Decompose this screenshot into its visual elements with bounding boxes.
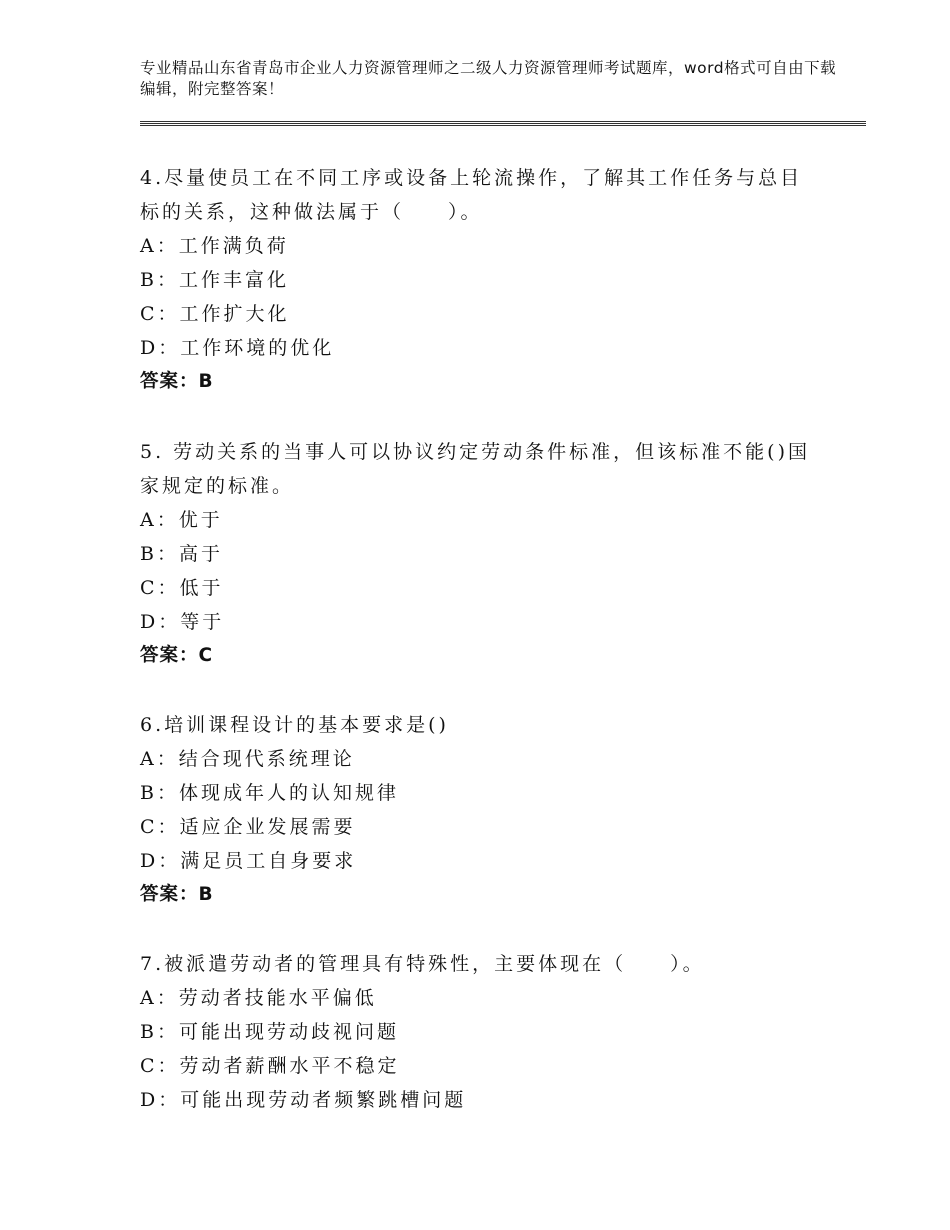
option-b: B：工作丰富化 <box>140 269 289 291</box>
question-stem: 7.被派遣劳动者的管理具有特殊性，主要体现在（ ）。 <box>140 953 705 975</box>
question-stem: 4.尽量使员工在不同工序或设备上轮流操作，了解其工作任务与总目标的关系，这种做法属于（ ）。 <box>140 167 803 223</box>
option-b: B：体现成年人的认知规律 <box>140 782 399 804</box>
document-header: 专业精品山东省青岛市企业人力资源管理师之二级人力资源管理师考试题库，word格式可自由下载编辑，附完整答案！ <box>140 59 837 98</box>
option-d: D：工作环境的优化 <box>140 337 335 359</box>
option-b: B：高于 <box>140 543 223 565</box>
question-5 <box>140 435 820 673</box>
option-a: A：结合现代系统理论 <box>140 748 355 770</box>
question-6 <box>140 708 820 912</box>
option-d: D：满足员工自身要求 <box>140 850 357 872</box>
question-4 <box>140 161 820 399</box>
answer: 答案：B <box>140 371 214 392</box>
header-divider <box>140 125 866 126</box>
option-c: C：工作扩大化 <box>140 303 290 325</box>
option-c: C：劳动者薪酬水平不稳定 <box>140 1055 400 1077</box>
option-a: A：工作满负荷 <box>140 235 289 257</box>
option-d: D：可能出现劳动者频繁跳槽问题 <box>140 1089 467 1111</box>
option-a: A：优于 <box>140 509 223 531</box>
option-b: B：可能出现劳动歧视问题 <box>140 1021 399 1043</box>
option-c: C：适应企业发展需要 <box>140 816 356 838</box>
question-7 <box>140 947 820 1117</box>
option-a: A：劳动者技能水平偏低 <box>140 987 377 1009</box>
answer: 答案：C <box>140 645 214 666</box>
header-divider <box>140 121 866 122</box>
question-stem: 6.培训课程设计的基本要求是() <box>140 714 449 736</box>
header-divider <box>140 123 866 124</box>
answer: 答案：B <box>140 884 214 905</box>
question-stem: 5. 劳动关系的当事人可以协议约定劳动条件标准，但该标准不能()国家规定的标准。 <box>140 441 810 497</box>
option-c: C：低于 <box>140 577 224 599</box>
option-d: D：等于 <box>140 611 225 633</box>
